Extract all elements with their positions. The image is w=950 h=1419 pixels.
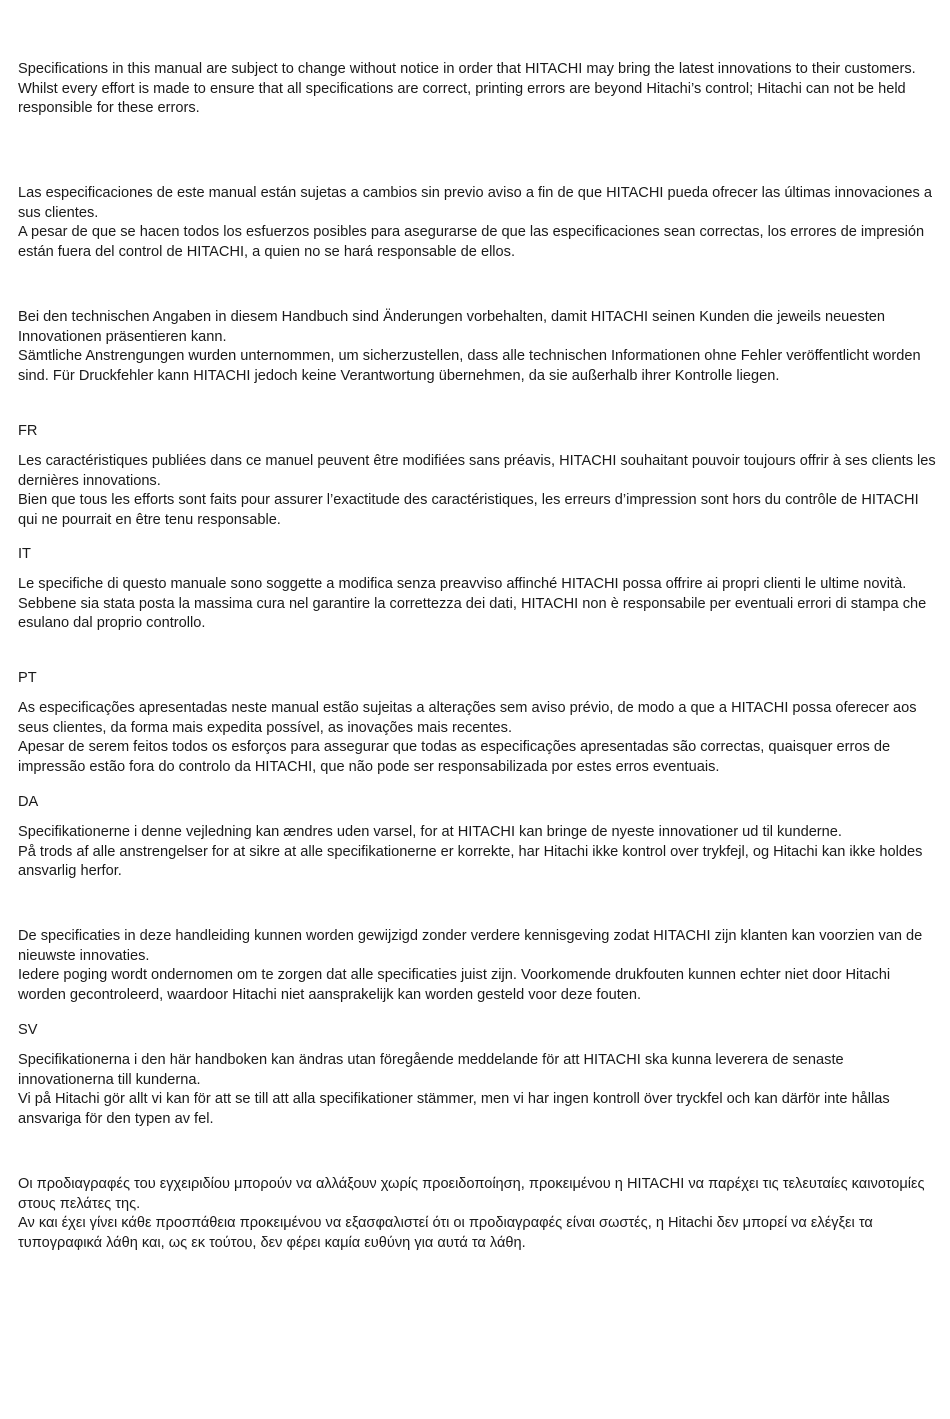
section-el — [18, 1175, 936, 1253]
section-sv-paragraph-1: Specifikationerna i den här handboken kan ändras utan föregående meddelande för att HITACHI ska kunna leverera de senaste innovationerna till kunderna. — [18, 1052, 844, 1088]
section-es-paragraph-1: Las especificaciones de este manual están sujetas a cambios sin previo aviso a fin de que HITACHI pueda ofrecer las últimas innovaciones a sus clientes. — [18, 185, 932, 221]
section-nl — [18, 927, 936, 1005]
section-de-paragraph-2: Sämtliche Anstrengungen wurden unternommen, um sicherzustellen, dass alle technischen Informationen ohne Fehler veröffentlicht worden sind. Für Druckfehler kann HITACHI jedoch keine Verantwortung übernehmen, da sie außerhalb ihrer Kontrolle liegen. — [18, 348, 921, 384]
section-sv-label: SV — [18, 1022, 38, 1038]
section-pt-label: PT — [18, 670, 37, 686]
section-it-paragraph-2: Sebbene sia stata posta la massima cura nel garantire la correttezza dei dati, HITACHI non è responsabile per eventuali errori di stampa che esulano dal proprio controllo. — [18, 595, 927, 631]
section-el-paragraph-1: Οι προδιαγραφές του εγχειριδίου μπορούν να αλλάξουν χωρίς προειδοποίηση, προκειμένου η HITACHI να παρέχει τις τελευταίες καινοτομίες στους πελάτες της. — [18, 1176, 925, 1212]
section-fr-label: FR — [18, 423, 38, 439]
section-en-paragraph-2: Whilst every effort is made to ensure that all specifications are correct, printing errors are beyond Hitachi’s control; Hitachi can not be held responsible for these errors. — [18, 80, 906, 116]
section-pt-paragraph-2: Apesar de serem feitos todos os esforços para assegurar que todas as especificações apresentadas são correctas, quaisquer erros de impressão estão fora do controlo da HITACHI, que não pode ser responsabilizada por estes erros eventuais. — [18, 739, 891, 775]
section-it-paragraph-1: Le specifiche di questo manuale sono soggette a modifica senza preavviso affinché HITACHI possa offrire ai propri clienti le ultime novità. — [18, 576, 907, 592]
section-de — [18, 308, 936, 386]
section-da — [18, 823, 936, 882]
section-es-paragraph-2: A pesar de que se hacen todos los esfuerzos posibles para asegurarse de que las especificaciones sean correctas, los errores de impresión están fuera del control de HITACHI, a quien no se hará responsable de ellos. — [18, 224, 925, 260]
section-pt — [18, 699, 936, 777]
section-sv — [18, 1051, 936, 1129]
section-en — [18, 60, 936, 119]
section-es — [18, 184, 936, 262]
section-fr — [18, 452, 936, 530]
section-nl-paragraph-2: Iedere poging wordt ondernomen om te zorgen dat alle specificaties juist zijn. Voorkomende drukfouten kunnen echter niet door Hitachi worden gecontroleerd, waardoor Hitachi niet aansprakelijk kan worden gesteld voor deze fouten. — [18, 967, 891, 1003]
section-fr-paragraph-1: Les caractéristiques publiées dans ce manuel peuvent être modifiées sans préavis, HITACHI souhaitant pouvoir toujours offrir à ses clients les dernières innovations. — [18, 453, 936, 489]
section-it-label: IT — [18, 546, 31, 562]
section-fr-paragraph-2: Bien que tous les efforts sont faits pour assurer l’exactitude des caractéristiques, les erreurs d’impression sont hors du contrôle de HITACHI qui ne pourrait en être tenu responsable. — [18, 492, 919, 528]
section-da-paragraph-2: På trods af alle anstrengelser for at sikre at alle specifikationerne er korrekte, har Hitachi ikke kontrol over trykfejl, og Hitachi kan ikke holdes ansvarlig herfor. — [18, 843, 923, 879]
section-da-label: DA — [18, 794, 39, 810]
section-en-paragraph-1: Specifications in this manual are subject to change without notice in order that HITACHI may bring the latest innovations to their customers. — [18, 61, 916, 77]
section-pt-paragraph-1: As especificações apresentadas neste manual estão sujeitas a alterações sem aviso prévio, de modo a que a HITACHI possa oferecer aos seus clientes, da forma mais expedita possível, as inovações mais recentes. — [18, 700, 917, 736]
section-de-paragraph-1: Bei den technischen Angaben in diesem Handbuch sind Änderungen vorbehalten, damit HITACHI seinen Kunden die jeweils neuesten Innovationen präsentieren kann. — [18, 309, 886, 345]
section-sv-paragraph-2: Vi på Hitachi gör allt vi kan för att se till att alla specifikationer stämmer, men vi har ingen kontroll över tryckfel och kan därför inte hållas ansvariga för den typen av fel. — [18, 1091, 890, 1127]
section-el-paragraph-2: Αν και έχει γίνει κάθε προσπάθεια προκειμένου να εξασφαλιστεί ότι οι προδιαγραφές είναι σωστές, η Hitachi δεν μπορεί να ελέγξει τα τυπογραφικά λάθη και, ως εκ τούτου, δεν φέρει καμία ευθύνη για αυτά τα λάθη. — [18, 1215, 873, 1251]
section-nl-paragraph-1: De specificaties in deze handleiding kunnen worden gewijzigd zonder verdere kennisgeving zodat HITACHI zijn klanten kan voorzien van de nieuwste innovaties. — [18, 928, 923, 964]
section-it — [18, 575, 936, 634]
section-da-paragraph-1: Specifikationerne i denne vejledning kan ændres uden varsel, for at HITACHI kan bringe de nyeste innovationer ud til kunderne. — [18, 824, 842, 840]
